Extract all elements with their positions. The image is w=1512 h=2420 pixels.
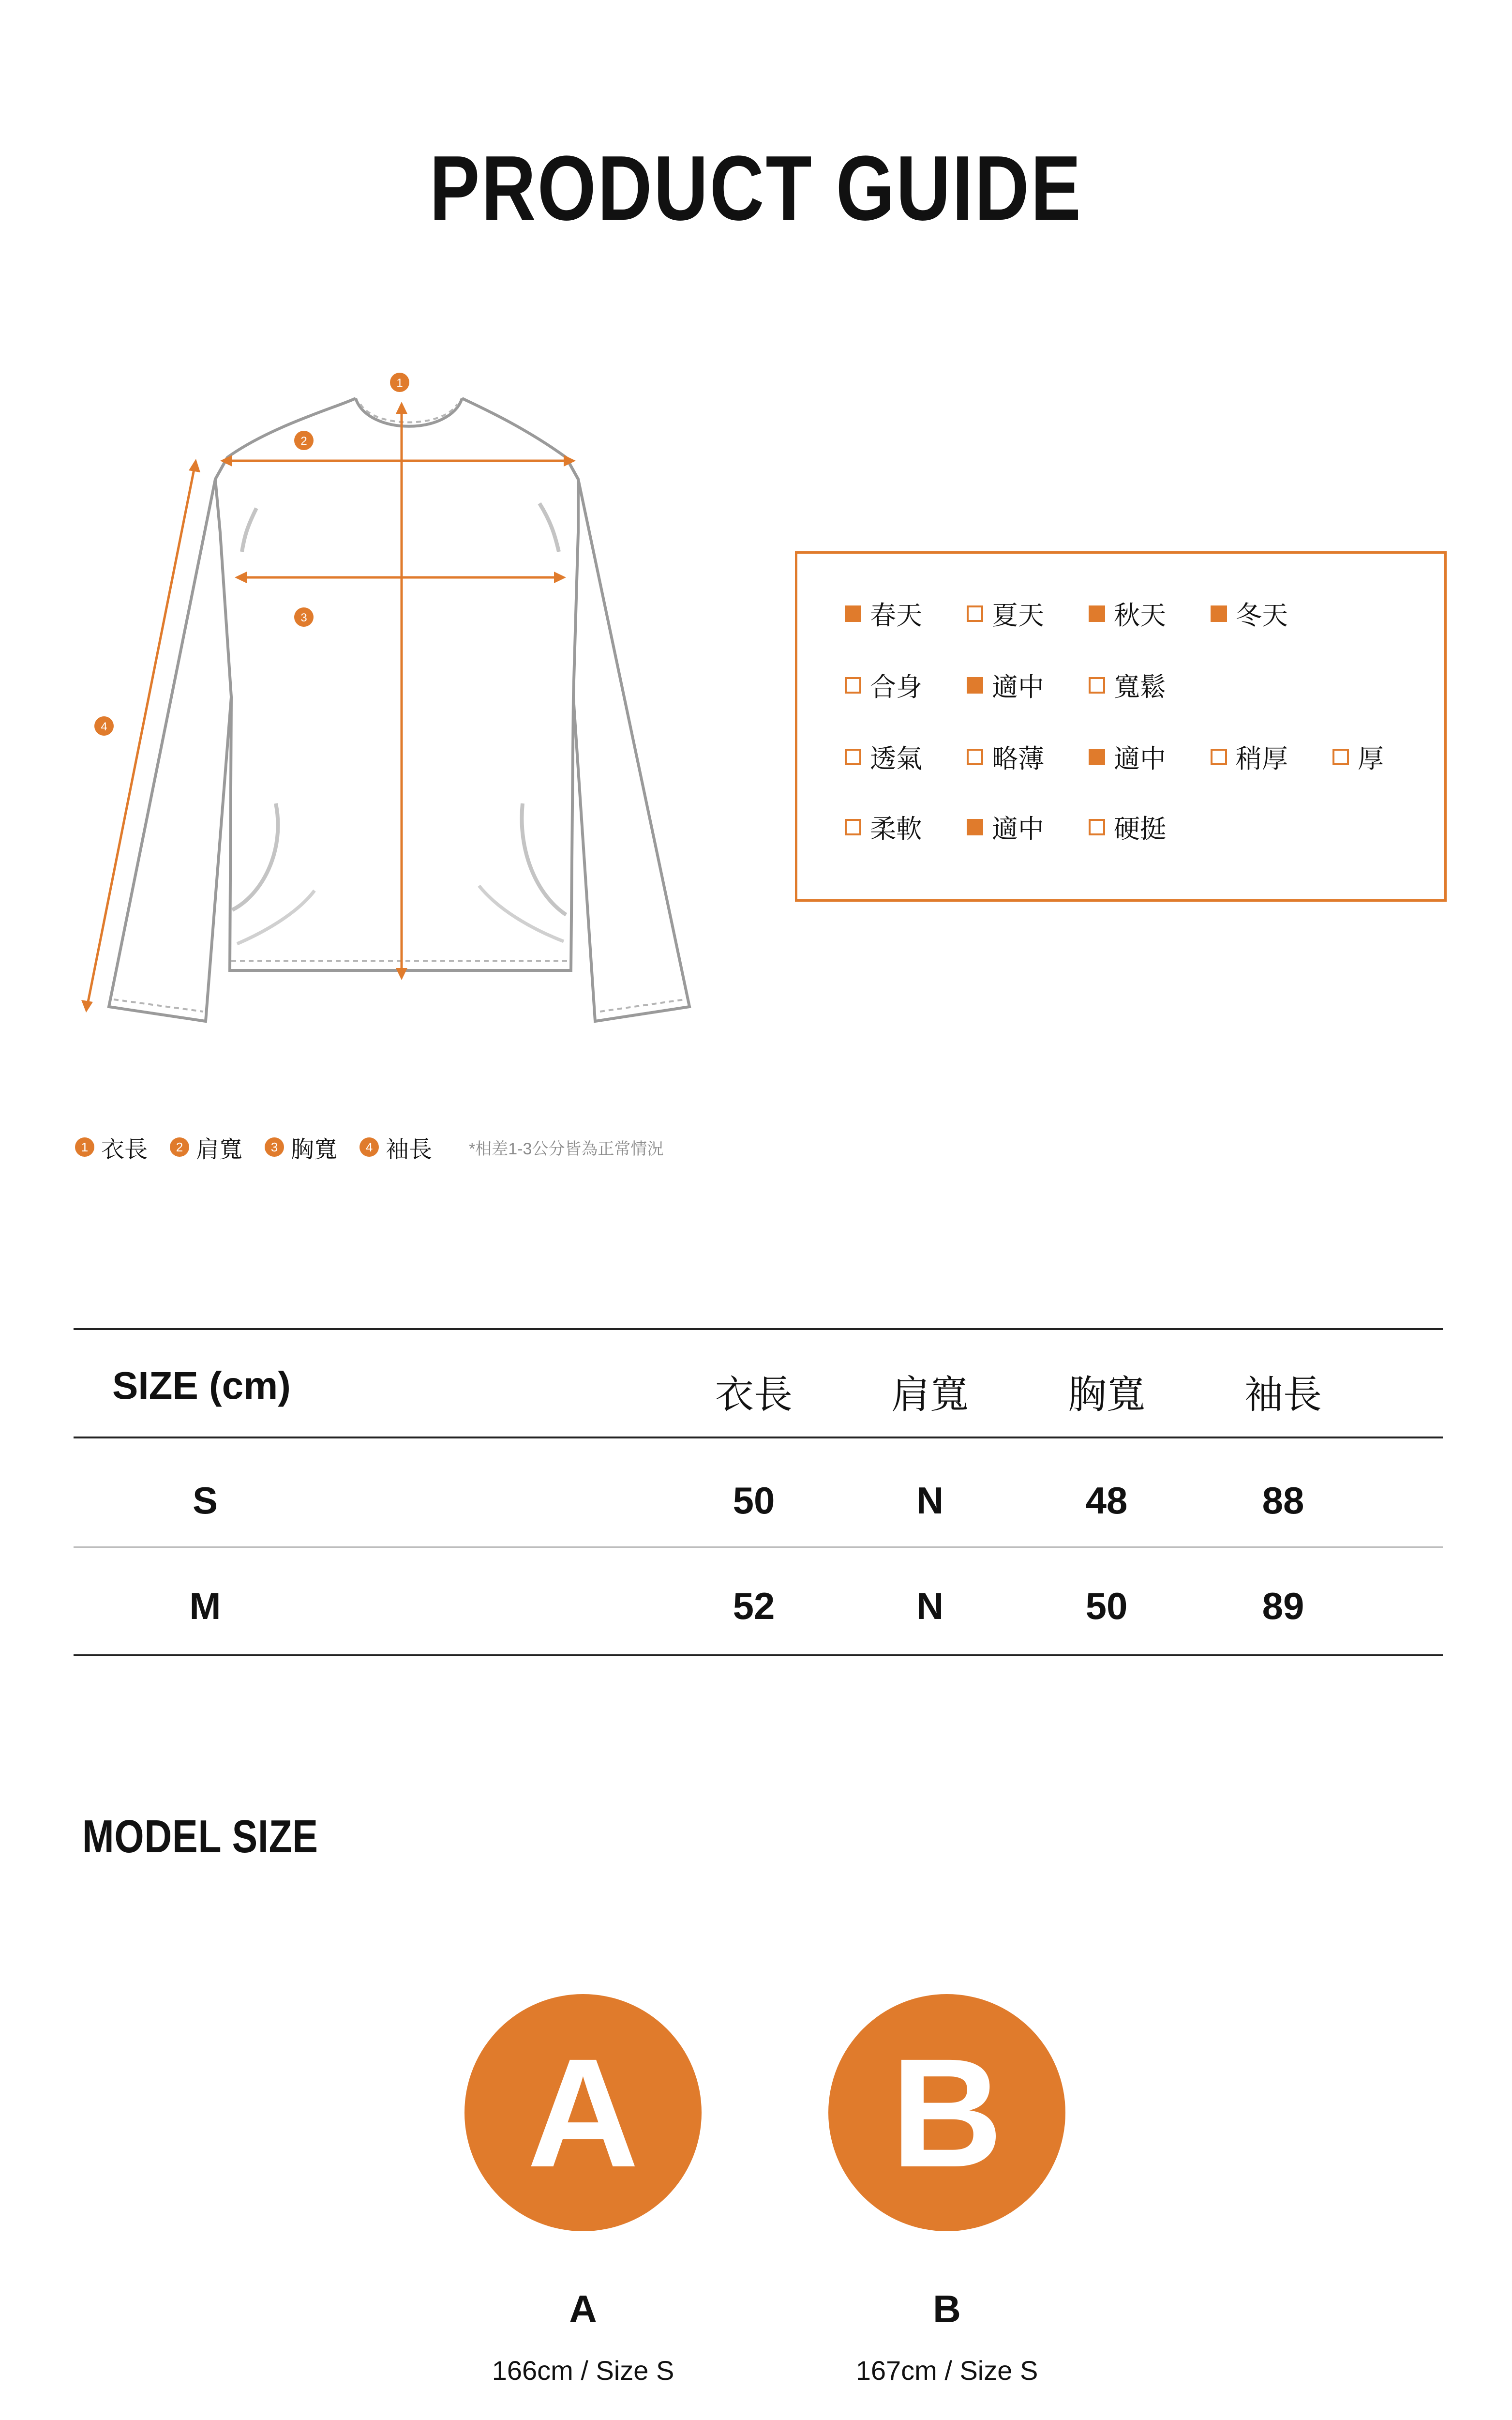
left-sleeve: [109, 457, 231, 1021]
legend-number: 2: [170, 1137, 189, 1157]
tolerance-note: *相差1-3公分皆為正常情況: [469, 1139, 664, 1158]
table-header-size: SIZE (cm): [112, 1364, 291, 1407]
legend-item: 1 衣長: [75, 1131, 148, 1164]
marker-4-label: 4: [101, 720, 107, 733]
legend-item: 2 肩寬: [170, 1131, 242, 1164]
season-spring: 春天: [845, 595, 922, 632]
thickness-thick: 厚: [1332, 738, 1384, 775]
thickness-medium: 適中: [1089, 738, 1166, 775]
thickness-breathable: 透氣: [845, 738, 922, 775]
table-row-m-shoulder: N: [916, 1585, 944, 1627]
legend-number: 1: [75, 1137, 94, 1157]
marker-1-label: 1: [396, 377, 403, 390]
fit-slim: 合身: [845, 666, 922, 704]
table-row-m-sleeve: 89: [1262, 1585, 1304, 1627]
table-header-rule: [74, 1437, 1443, 1438]
checkbox-icon: [1211, 605, 1227, 622]
table-row-m-size: M: [189, 1585, 221, 1627]
table-row-m-length: 52: [733, 1585, 775, 1627]
season-winter: 冬天: [1211, 595, 1288, 632]
right-sleeve: [566, 457, 689, 1021]
legend-item: 4 袖長: [359, 1131, 432, 1164]
model-a-badge: A: [464, 1994, 702, 2231]
marker-2-label: 2: [300, 435, 307, 448]
shirt-diagram: [73, 368, 750, 1065]
checkbox-icon: [1332, 749, 1349, 765]
legend-number: 3: [265, 1137, 284, 1157]
thickness-thin: 略薄: [967, 738, 1044, 775]
table-bottom-rule: [74, 1654, 1443, 1656]
checkbox-icon: [967, 819, 983, 835]
thickness-slightly-thick: 稍厚: [1211, 738, 1288, 775]
model-b-name: B: [933, 2287, 961, 2330]
checkbox-icon: [967, 605, 983, 622]
model-size-title: MODEL SIZE: [82, 1811, 318, 1862]
legend-number: 4: [359, 1137, 379, 1157]
marker-3-label: 3: [300, 611, 307, 624]
fabric-attributes-box: [795, 551, 1447, 902]
checkbox-icon: [967, 677, 983, 694]
table-row-s-length: 50: [733, 1479, 775, 1522]
table-header-length: 衣長: [715, 1373, 793, 1416]
page-title: PRODUCT GUIDE: [429, 137, 1083, 240]
table-row-s-shoulder: N: [916, 1479, 944, 1522]
season-summer: 夏天: [967, 595, 1044, 632]
model-a-name: A: [569, 2287, 597, 2330]
checkbox-icon: [967, 749, 983, 765]
checkbox-icon: [845, 749, 861, 765]
checkbox-icon: [845, 819, 861, 835]
table-header-sleeve: 袖長: [1244, 1373, 1322, 1416]
checkbox-icon: [1089, 677, 1105, 694]
checkbox-icon: [1211, 749, 1227, 765]
table-header-shoulder: 肩寬: [891, 1373, 969, 1416]
table-row-m-chest: 50: [1085, 1585, 1128, 1627]
table-row-s-size: S: [192, 1479, 218, 1522]
table-top-rule: [74, 1328, 1443, 1330]
texture-medium: 適中: [967, 808, 1044, 846]
fit-loose: 寬鬆: [1089, 666, 1166, 704]
table-row-s-sleeve: 88: [1262, 1479, 1304, 1522]
checkbox-icon: [1089, 605, 1105, 622]
table-row-divider: [74, 1546, 1443, 1548]
checkbox-icon: [845, 605, 861, 622]
texture-soft: 柔軟: [845, 808, 922, 846]
measurement-legend: [75, 1133, 663, 1162]
checkbox-icon: [1089, 819, 1105, 835]
table-header-chest: 胸寬: [1068, 1373, 1145, 1416]
checkbox-icon: [1089, 749, 1105, 765]
model-b-detail: 167cm / Size S: [855, 2355, 1038, 2386]
season-autumn: 秋天: [1089, 595, 1166, 632]
shirt-outline: [215, 398, 578, 970]
sleeve-arrow: [87, 465, 195, 1007]
legend-item: 3 胸寬: [265, 1131, 337, 1164]
fit-regular: 適中: [967, 666, 1044, 704]
model-a-detail: 166cm / Size S: [492, 2355, 674, 2386]
table-row-s-chest: 48: [1085, 1479, 1128, 1522]
model-b-badge: B: [828, 1994, 1065, 2231]
texture-stiff: 硬挺: [1089, 808, 1166, 846]
checkbox-icon: [845, 677, 861, 694]
